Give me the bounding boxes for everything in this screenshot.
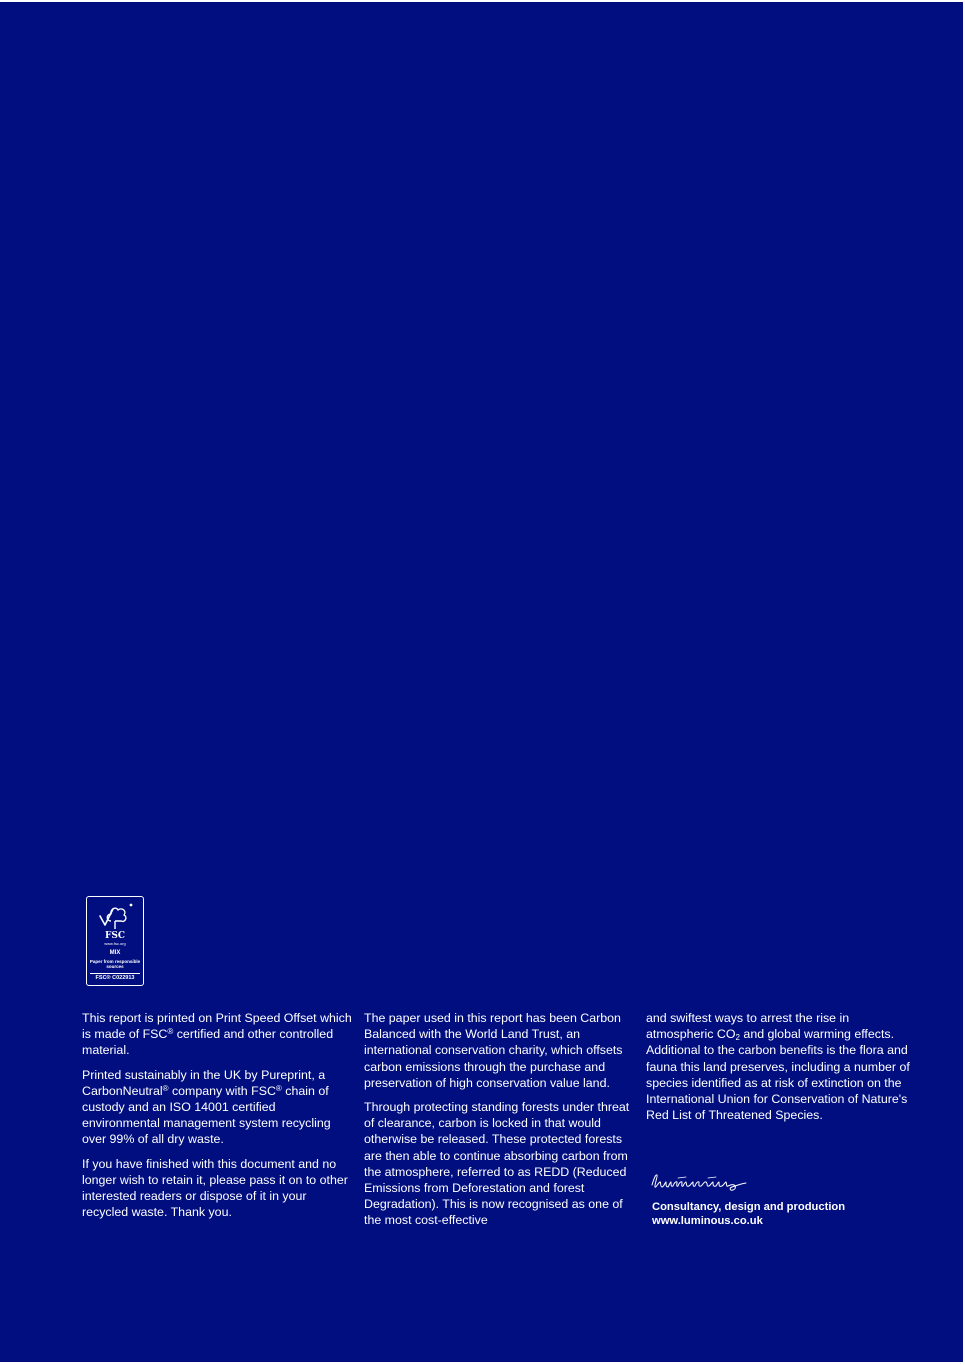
paragraph-recycling: If you have finished with this document and no longer wish to retain it, please pass it on to other interested readers or dispose of it in your recycled waste. Thank you.	[82, 1156, 348, 1220]
column-printing-info	[82, 1010, 352, 1228]
fsc-claim: Paper from responsible sources	[89, 959, 141, 969]
back-cover	[0, 2, 963, 1362]
column-carbon-balanced	[364, 1010, 634, 1237]
fsc-brand: FSC	[104, 931, 126, 941]
agency-url[interactable]: www.luminous.co.uk	[652, 1215, 763, 1227]
paragraph-paper-stock: This report is printed on Print Speed Offset which is made of FSC® certified and other controlled material.	[82, 1011, 352, 1058]
fsc-tree-check-icon	[95, 901, 135, 931]
paragraph-printer: Printed sustainably in the UK by Pureprint, a CarbonNeutral® company with FSC® chain of custody and an ISO 14001 certified environmental management system recycling over 99% of all dry waste.	[82, 1067, 331, 1147]
paragraph-world-land-trust: The paper used in this report has been Carbon Balanced with the World Land Trust, an international conservation charity, which offsets carbon emissions through the purchase and preservation of high conservation value land.	[364, 1011, 623, 1090]
paragraph-redd: Through protecting standing forests under threat of clearance, carbon is locked in that would otherwise be released. These protected forests are then able to continue absorbing carbon from the atmosphere, referred to as REDD (Reduced Emissions from Deforestation and forest Degradation). This is now recognised as one of the most cost-effective	[364, 1100, 630, 1228]
fsc-website: www.fsc.org	[104, 941, 126, 946]
luminous-logo	[650, 1170, 776, 1194]
fsc-category: MIX	[109, 950, 121, 956]
fsc-licence-code: FSC® C022913	[90, 973, 140, 982]
paragraph-conservation: and swiftest ways to arrest the rise in atmospheric $CO_2$ and global warming effects. Additional to the carbon benefits is the flora and fauna this land preserves, including a number of species identified as at risk of extinction on the International Union for Conservation of Nature's Red List of Threatened Species.	[646, 1011, 910, 1123]
agency-credit	[652, 1200, 845, 1228]
fsc-certification-logo	[86, 896, 144, 986]
column-conservation	[646, 1010, 916, 1131]
agency-tagline: Consultancy, design and production	[652, 1201, 846, 1213]
